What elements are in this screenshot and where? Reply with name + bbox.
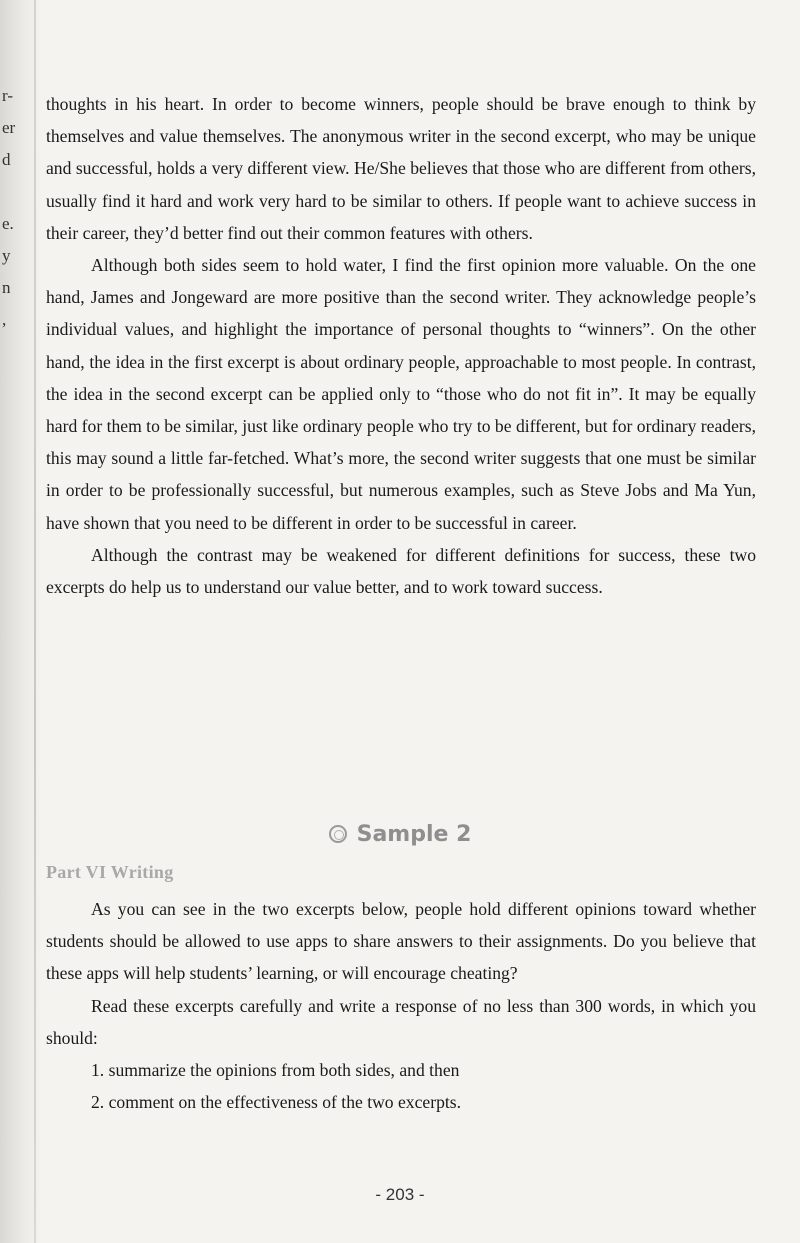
- bleed-char: ,: [2, 310, 7, 329]
- sample2-heading: [0, 822, 800, 847]
- sample2-paragraph: Read these excerpts carefully and write a response of no less than 300 words, in which you should:: [46, 995, 756, 1048]
- sample2-paragraph: As you can see in the two excerpts below, people hold different opinions toward whether students should be allowed to use apps to share answers to their assignments. Do you believe that these apps will help students’ learning, or will encourage cheating?: [46, 899, 756, 984]
- spine-line: [34, 0, 36, 1243]
- bleed-char: e.: [2, 214, 14, 233]
- target-circle-icon: [329, 825, 347, 843]
- bleed-char: d: [2, 150, 11, 169]
- sample1-paragraph: Although the contrast may be weakened for different definitions for success, these two excerpts do help us to understand our value better, and to work toward success.: [46, 544, 756, 598]
- bleed-char: y: [2, 246, 11, 265]
- bleed-char: er: [2, 118, 16, 137]
- list-item: 1. summarize the opinions from both sides, and then: [91, 1060, 460, 1081]
- bleed-char: n: [2, 278, 11, 297]
- sample1-paragraph: Although both sides seem to hold water, I find the first opinion more valuable. On the one hand, James and Jongeward are more positive than the second writer. They acknowledge people’s individual values, and highlight the importance of personal thoughts to “winners”. On the other hand, the idea in the first excerpt is about ordinary people, approachable to most people. In contrast, the idea in the second excerpt can be applied only to “those who do not fit in”. It may be equally hard for them to be similar, just like ordinary people who try to be different, but for ordinary readers, this may sound a little far-fetched. What’s more, the second writer suggests that one must be similar in order to be professionally successful, but numerous examples, such as Steve Jobs and Ma Yun, have shown that you need to be different in order to be successful in career.: [46, 255, 756, 533]
- part-title: Part VI Writing: [46, 862, 174, 882]
- sample1-paragraph: thoughts in his heart. In order to become winners, people should be brave enough to think by themselves and value themselves. The anonymous writer in the second excerpt, who may be unique and successful, holds a very different view. He/She believes that those who are different from others, usually find it hard and work very hard to be similar to others. If people want to achieve success in their career, they’d better find out their common features with others.: [46, 94, 756, 243]
- sample1-body: [46, 88, 756, 603]
- page-number: - 203 -: [375, 1185, 425, 1204]
- list-item: 2. comment on the effectiveness of the two excerpts.: [91, 1092, 462, 1113]
- sample2-body: [46, 893, 756, 1118]
- bleed-char: r-: [2, 86, 13, 105]
- sample2-heading-text: Sample 2: [356, 822, 472, 847]
